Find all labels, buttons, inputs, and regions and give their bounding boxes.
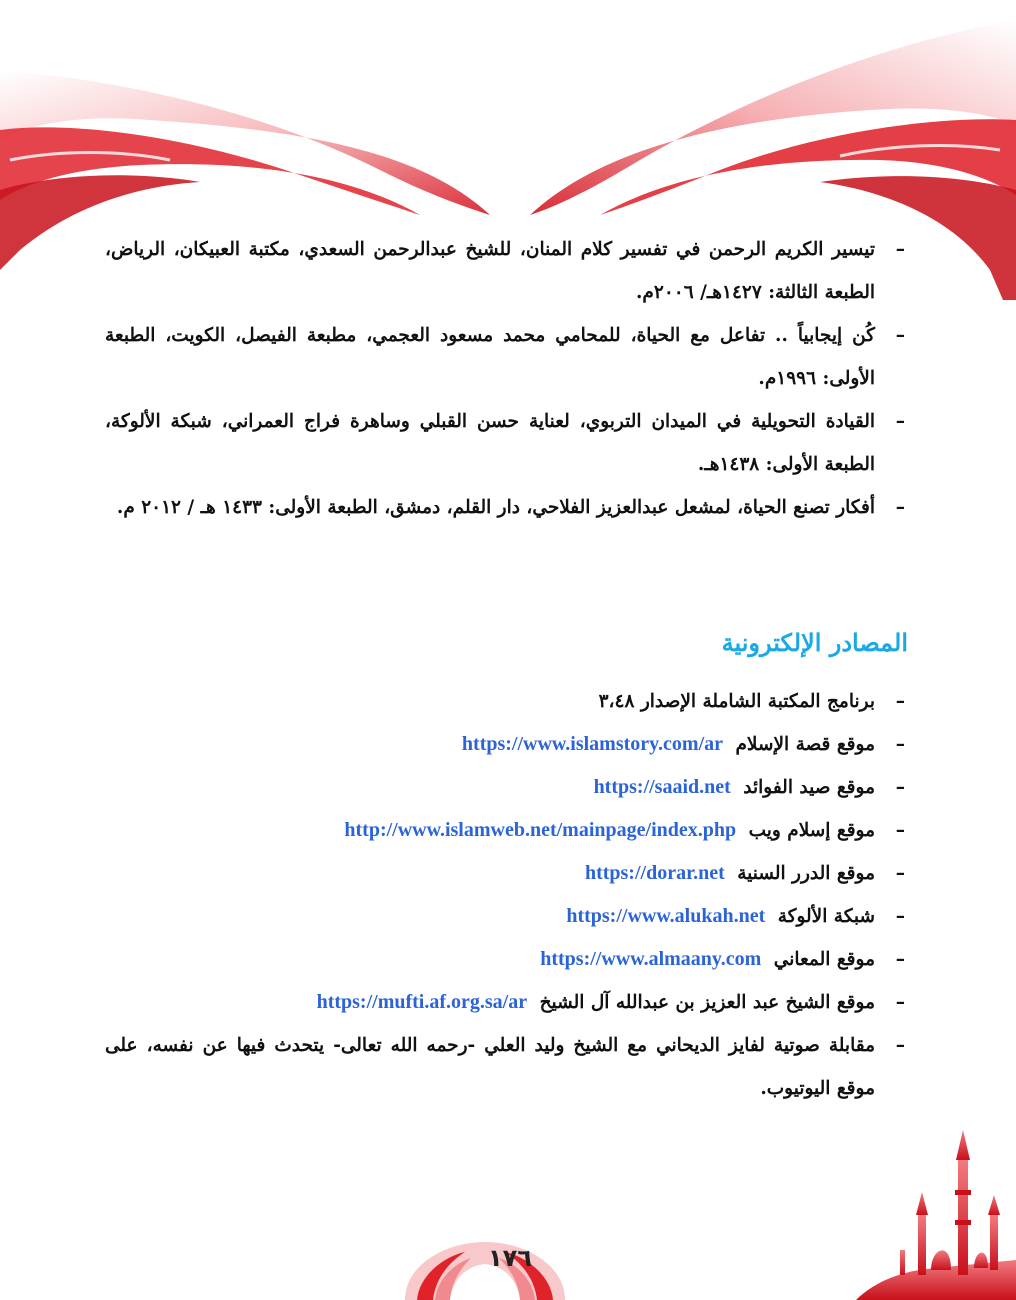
electronic-source-item [105,723,905,766]
electronic-source-item [105,680,905,723]
source-label: موقع الدرر السنية [737,863,875,884]
electronic-sources-heading: المصادر الإلكترونية [721,628,908,657]
list-dash: – [895,411,905,432]
source-label: مقابلة صوتية لفايز الديحاني مع الشيخ وليد العلي -رحمه الله تعالى- يتحدث فيها عن نفسه، على موقع اليوتيوب. [105,1035,875,1099]
source-link[interactable]: http://www.islamweb.net/mainpage/index.php [344,819,737,841]
reference-text: القيادة التحويلية في الميدان التربوي، لعناية حسن القبلي وساهرة فراج العمراني، شبكة الألوكة، الطبعة الأولى: ١٤٣٨هـ. [105,411,875,475]
list-dash: – [895,820,905,841]
source-link[interactable]: https://www.islamstory.com/ar [461,733,724,755]
reference-text: كُن إيجابياً .. تفاعل مع الحياة، للمحامي محمد مسعود العجمي، مطبعة الفيصل، الكويت، الطبعة الأولى: ١٩٩٦م. [105,325,875,389]
reference-item [105,314,905,400]
electronic-source-item [105,981,905,1024]
source-label: موقع صيد الفوائد [743,777,875,798]
source-label: برنامج المكتبة الشاملة الإصدار ٣،٤٨ [598,691,875,712]
list-dash: – [895,949,905,970]
source-label: موقع الشيخ عبد العزيز بن عبدالله آل الشيخ [539,992,875,1013]
source-link[interactable]: https://mufti.af.org.sa/ar [316,991,528,1013]
page-number: ١٧٦ [488,1244,532,1272]
source-link[interactable]: https://www.almaany.com [540,948,762,970]
source-label: شبكة الألوكة [777,906,875,927]
reference-text: تيسير الكريم الرحمن في تفسير كلام المنان، للشيخ عبدالرحمن السعدي، مكتبة العبيكان، الرياض، الطبعة الثالثة: ١٤٢٧هـ/ ٢٠٠٦م. [105,239,875,303]
reference-item [105,486,905,529]
electronic-source-item [105,852,905,895]
electronic-source-item [105,895,905,938]
list-dash: – [895,734,905,755]
source-label: موقع إسلام ويب [748,820,875,841]
list-dash: – [895,777,905,798]
mosque-silhouette-illustration [856,1120,1016,1300]
electronic-source-item [105,938,905,981]
reference-item [105,400,905,486]
source-label: موقع المعاني [773,949,875,970]
list-dash: – [895,906,905,927]
list-dash: – [895,239,905,260]
references-list [105,228,905,529]
list-dash: – [895,325,905,346]
reference-item [105,228,905,314]
reference-text: أفكار تصنع الحياة، لمشعل عبدالعزيز الفلاحي، دار القلم، دمشق، الطبعة الأولى: ١٤٣٣ هـ / ٢٠١٢ م. [116,497,875,518]
source-link[interactable]: https://saaid.net [593,776,731,798]
list-dash: – [895,691,905,712]
electronic-source-item [105,1024,905,1110]
electronic-sources-list [105,680,905,1110]
list-dash: – [895,992,905,1013]
list-dash: – [895,497,905,518]
list-dash: – [895,1035,905,1056]
source-label: موقع قصة الإسلام [735,734,875,755]
electronic-source-item [105,809,905,852]
source-link[interactable]: https://www.alukah.net [566,905,766,927]
list-dash: – [895,863,905,884]
electronic-source-item [105,766,905,809]
source-link[interactable]: https://dorar.net [584,862,725,884]
